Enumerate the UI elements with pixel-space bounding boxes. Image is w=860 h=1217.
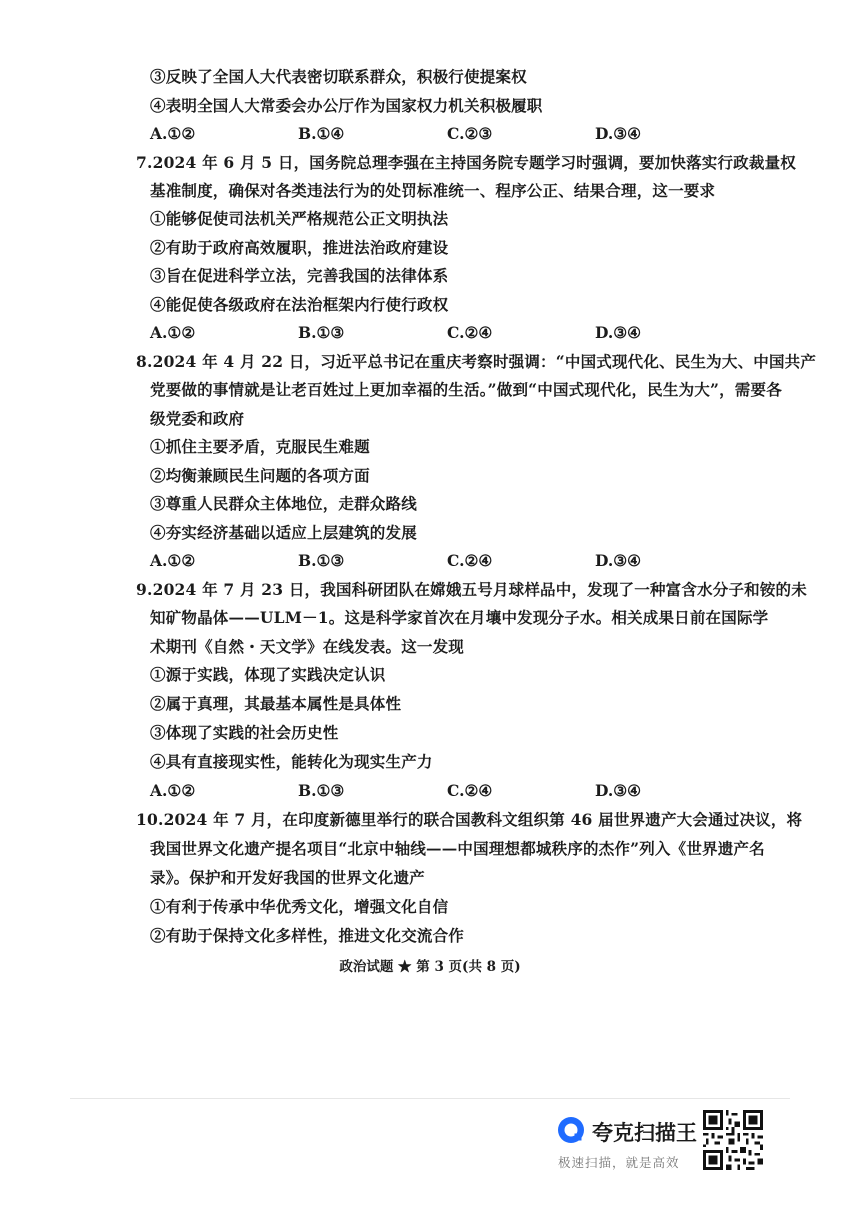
q7-statement-1: ①能够促使司法机关严格规范公正文明执法 (150, 209, 449, 228)
scanner-watermark (556, 1113, 696, 1173)
option-b: B.①③ (298, 781, 345, 800)
q10-statement-1: ①有利于传承中华优秀文化，增强文化自信 (150, 897, 449, 916)
option-b: B.①④ (298, 124, 345, 143)
q8-stem-line-2: 党要做的事情就是让老百姓过上更加幸福的生活。”做到“中国式现代化，民生为大”，需要各 (150, 380, 782, 399)
option-a: A.①② (150, 551, 196, 570)
q6-statement-3: ③反映了全国人大代表密切联系群众，积极行使提案权 (150, 67, 527, 86)
option-c: C.②④ (447, 781, 493, 800)
q10-stem-line-2: 我国世界文化遗产提名项目“北京中轴线——中国理想都城秩序的杰作”列入《世界遗产名 (150, 839, 765, 858)
q9-stem-line-3: 术期刊《自然・天文学》在线发表。这一发现 (150, 637, 465, 656)
scanner-app-name: 夸克扫描王 (592, 1121, 697, 1145)
q8-statement-1: ①抓住主要矛盾，克服民生难题 (150, 437, 370, 456)
option-d: D.③④ (595, 124, 642, 143)
q8-options (150, 551, 710, 571)
page-footer: 政治试题 ★ 第 3 页(共 8 页) (339, 959, 521, 975)
q9-stem-line-1: 9.2024 年 7 月 23 日，我国科研团队在嫦娥五号月球样品中，发现了一种富含水分子和铵的未 (136, 580, 807, 599)
q8-stem-line-1: 8.2024 年 4 月 22 日，习近平总书记在重庆考察时强调：“中国式现代化、民生为大、中国共产 (136, 352, 817, 371)
scanner-slogan: 极速扫描，就是高效 (558, 1155, 680, 1170)
option-a: A.①② (150, 124, 196, 143)
q10-stem-line-3: 录》。保护和开发好我国的世界文化遗产 (150, 868, 425, 887)
q9-statement-1: ①源于实践，体现了实践决定认识 (150, 665, 386, 684)
option-d: D.③④ (595, 323, 642, 342)
option-a: A.①② (150, 781, 196, 800)
q7-statement-4: ④能促使各级政府在法治框架内行使行政权 (150, 295, 449, 314)
q8-stem-line-3: 级党委和政府 (150, 409, 245, 428)
q6-statement-4: ④表明全国人大常委会办公厅作为国家权力机关积极履职 (150, 96, 543, 115)
option-b: B.①③ (298, 323, 345, 342)
q9-statement-2: ②属于真理，其最基本属性是具体性 (150, 694, 402, 713)
option-c: C.②④ (447, 323, 493, 342)
divider (70, 1098, 790, 1099)
qr-code-icon (703, 1110, 763, 1170)
q10-stem-line-1: 10.2024 年 7 月，在印度新德里举行的联合国教科文组织第 46 届世界遗产大会通过决议，将 (136, 810, 803, 829)
option-b: B.①③ (298, 551, 345, 570)
q9-statement-4: ④具有直接现实性，能转化为现实生产力 (150, 752, 433, 771)
q9-statement-3: ③体现了实践的社会历史性 (150, 723, 339, 742)
q7-options (150, 323, 710, 343)
option-c: C.②③ (447, 124, 493, 143)
q9-options (150, 781, 710, 801)
q9-stem-line-2: 知矿物晶体——ULM－1。这是科学家首次在月壤中发现分子水。相关成果日前在国际学 (150, 608, 769, 627)
q7-stem-line-2: 基准制度，确保对各类违法行为的处罚标准统一、程序公正、结果合理，这一要求 (150, 181, 716, 200)
q8-statement-3: ③尊重人民群众主体地位，走群众路线 (150, 494, 417, 513)
q7-statement-2: ②有助于政府高效履职，推进法治政府建设 (150, 238, 449, 257)
q7-statement-3: ③旨在促进科学立法，完善我国的法律体系 (150, 266, 449, 285)
option-a: A.①② (150, 323, 196, 342)
q6-options (150, 124, 710, 144)
option-d: D.③④ (595, 551, 642, 570)
q7-stem-line-1: 7.2024 年 6 月 5 日，国务院总理李强在主持国务院专题学习时强调，要加快落实行政裁量权 (136, 153, 796, 172)
q8-statement-2: ②均衡兼顾民生问题的各项方面 (150, 466, 370, 485)
q10-statement-2: ②有助于保持文化多样性，推进文化交流合作 (150, 926, 465, 945)
scanner-logo-icon (556, 1115, 586, 1145)
option-c: C.②④ (447, 551, 493, 570)
option-d: D.③④ (595, 781, 642, 800)
q8-statement-4: ④夯实经济基础以适应上层建筑的发展 (150, 523, 417, 542)
